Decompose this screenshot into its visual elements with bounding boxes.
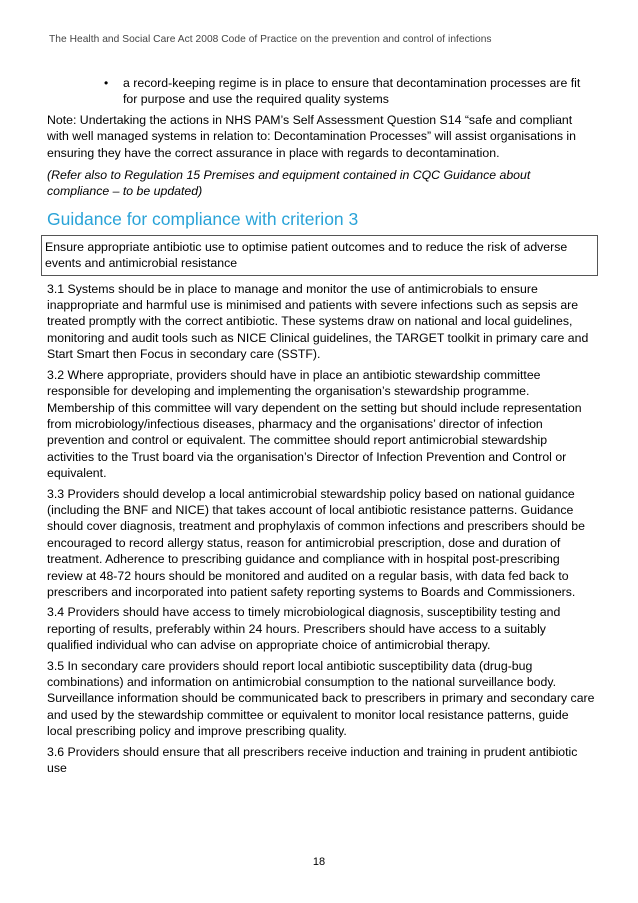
refer-paragraph: (Refer also to Regulation 15 Premises and equipment contained in CQC Guidance about compliance – to be updated)	[47, 168, 531, 199]
running-header: The Health and Social Care Act 2008 Code of Practice on the prevention and control of infections	[49, 34, 492, 45]
page-number: 18	[312, 856, 326, 868]
guidance-heading: Guidance for compliance with criterion 3	[47, 208, 359, 229]
section-3-4: 3.4 Providers should have access to timely microbiological diagnosis, susceptibility testing and reporting of results, preferably within 24 hours. Prescribers should have access to a suitably qualified individual who can advise on appropriate choice of antimicrobial therapy.	[47, 605, 561, 653]
section-3-1: 3.1 Systems should be in place to manage and monitor the use of antimicrobials to ensure inappropriate and harmful use is minimised and patients with severe infections such as sepsis are treated promptly with the correct antibiotic. These systems draw on national and local guidelines, monitoring and audit tools such as NICE Clinical guidelines, the TARGET toolkit in primary care and Start Smart then Focus in secondary care (SSTF).	[47, 281, 589, 362]
section-3-3: 3.3 Providers should develop a local antimicrobial stewardship policy based on national guidance (including the BNF and NICE) that takes account of local antibiotic resistance patterns. Guidance should cover diagnosis, treatment and prophylaxis of common infections and prescribers should be encouraged to record allergy status, reason for antimicrobial prescription, dose and duration of treatment. Adherence to prescribing guidance and compliance with in hospital post-prescribing review at 48-72 hours should be monitored and audited on a regular basis, with data fed back to prescribers and incorporated into patient safety reporting systems to Boards and Commissioners.	[47, 486, 585, 599]
section-3-5: 3.5 In secondary care providers should report local antibiotic susceptibility data (drug-bug combinations) and information on antimicrobial consumption to the national surveillance body. Surveillance information should be communicated back to prescribers in primary and secondary care and used by the stewardship committee or equivalent to monitor local resistance patterns, guide local prescribing policy and improve prescribing quality.	[47, 658, 595, 739]
section-3-6: 3.6 Providers should ensure that all prescribers receive induction and training in prudent antibiotic use	[47, 744, 578, 776]
bullet-item	[104, 75, 595, 108]
page-content	[47, 75, 595, 780]
bullet-text: a record-keeping regime is in place to ensure that decontamination processes are fit for purpose and use the required quality systems	[123, 76, 581, 107]
section-3-2: 3.2 Where appropriate, providers should have in place an antibiotic stewardship committee responsible for developing and implementing the organisation’s stewardship programme. Membership of this committee will vary dependent on the setting but should include representation from microbiology/infectious diseases, pharmacy and the organisations’ director of infection prevention and control or equivalent. The committee should report antimicrobial stewardship activities to the Trust board via the organisation’s Director of Infection Prevention and Control or equivalent.	[47, 367, 582, 481]
criterion-box: Ensure appropriate antibiotic use to optimise patient outcomes and to reduce the risk of adverse events and antimicrobial resistance	[41, 235, 598, 276]
bullet-dot-icon: •	[104, 76, 109, 90]
bullet-list	[47, 75, 595, 108]
note-paragraph: Note: Undertaking the actions in NHS PAM’s Self Assessment Question S14 “safe and compliant with well managed systems in relation to: Decontamination Processes” will assist organisations in ensuring they have the correct assurance in place with regards to decontamination.	[47, 112, 577, 160]
